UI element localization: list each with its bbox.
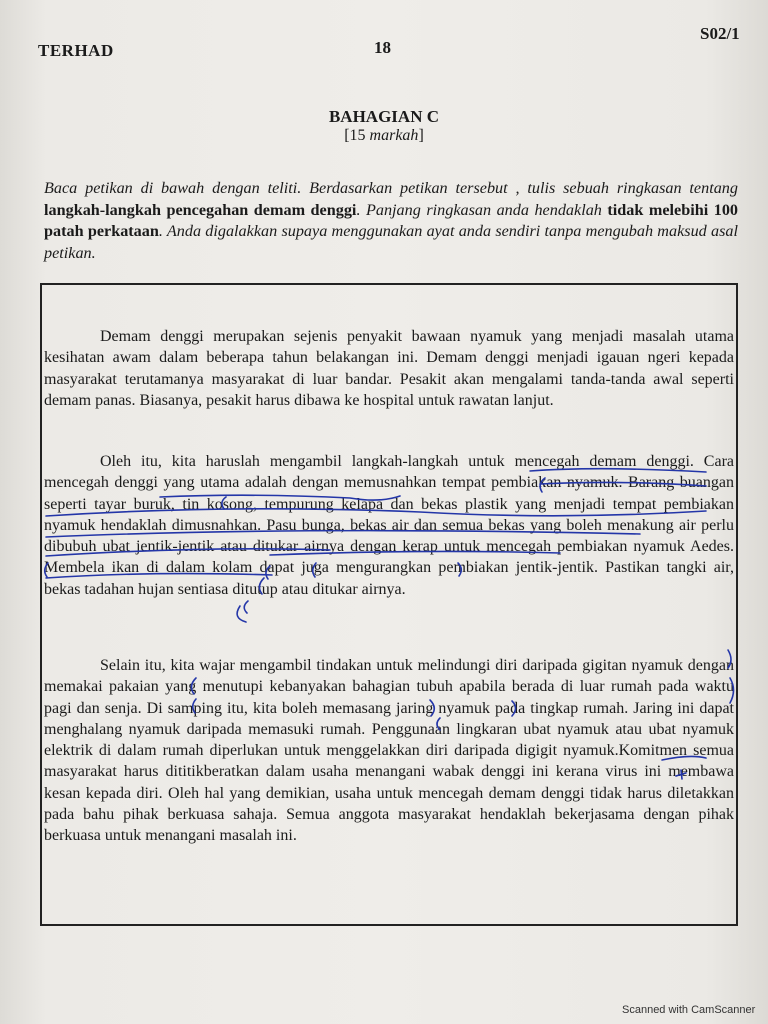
paper-code: S02/1 [700, 24, 740, 43]
instruction-text [44, 178, 738, 264]
passage-paragraph-1: Demam denggi merupakan sejenis penyakit bawaan nyamuk yang menjadi masalah utama kesihatan awam dalam beberapa tahun belakangan ini. Demam denggi menjadi igauan ngeri kepada masyarakat terutamanya masyarakat di luar bandar. Pesakit akan mengalami tanda-tanda awal seperti demam panas. Biasanya, pesakit harus dibawa ke hospital untuk rawatan lanjut. [44, 328, 734, 409]
page-number: 18 [374, 38, 391, 57]
instruction-bold-topic: langkah-langkah pencegahan demam denggi [44, 200, 357, 219]
instruction-bold-limit: tidak melebihi 100 patah perkataan [44, 200, 739, 240]
header-terhad: TERHAD [38, 41, 114, 60]
instruction-part2: . Panjang ringkasan anda hendaklah [356, 200, 608, 219]
instruction-part1: Baca petikan di bawah dengan teliti. Berdasarkan petikan tersebut , tulis sebuah ringkasan tentang [44, 179, 738, 197]
section-marks [0, 127, 768, 145]
section-title: BAHAGIAN C [328, 107, 440, 126]
marks-word: markah [369, 127, 419, 144]
passage-paragraph-3: Selain itu, kita wajar mengambil tindakan untuk melindungi diri daripada gigitan nyamuk dengan memakai pakaian yang menutupi kebanyakan bahagian tubuh apabila berada di luar rumah pada waktu pagi dan senja. Di samping itu, kita boleh memasang jaring nyamuk pada tingkap rumah. Jaring ini dapat menghalang nyamuk daripada memasuki rumah. Penggunaan lingkaran ubat nyamuk atau ubat nyamuk elektrik di dalam rumah diperlukan untuk menggelakkan diri daripada digigit nyamuk.Komitmen semua masyarakat harus dititikberatkan dalam usaha menangani wabak denggi ini kerana virus ini membawa kesan kepada diri. Oleh hal yang demikian, usaha untuk mencegah demam denggi tidak harus diletakkan pada bahu pihak berkuasa sahaja. Semua anggota masyarakat hendaklah bekerjasama dengan pihak berkuasa untuk menangani masalah ini. [44, 657, 734, 845]
marks-open: [15 [344, 127, 370, 144]
instruction-part3: . Anda digalakkan supaya menggunakan ayat anda sendiri tanpa mengubah maksud asal petikan. [44, 222, 738, 262]
marks-close: ] [418, 127, 424, 144]
scanner-watermark: Scanned with CamScanner [622, 1004, 756, 1016]
passage-paragraph-2: Oleh itu, kita haruslah mengambil langkah-langkah untuk mencegah demam denggi. Cara mencegah denggi yang utama adalah dengan memusnahkan tempat pembiakan nyamuk. Barang buangan seperti tayar buruk, tin kosong, tempurung kelapa dan bekas plastik yang menjadi tempat pembiakan nyamuk hendaklah dimusnahkan. Pasu bunga, bekas air dan semua bekas yang boleh menakung air perlu dibubuh ubat jentik-jentik atau ditukar airnya dengan kerap untuk mencegah pembiakan nyamuk Aedes. Membela ikan di dalam kolam dapat juga mengurangkan pembiakan jentik-jentik. Pastikan tangki air, bekas tadahan hujan sentiasa ditutup atau ditukar airnya. [44, 453, 734, 598]
